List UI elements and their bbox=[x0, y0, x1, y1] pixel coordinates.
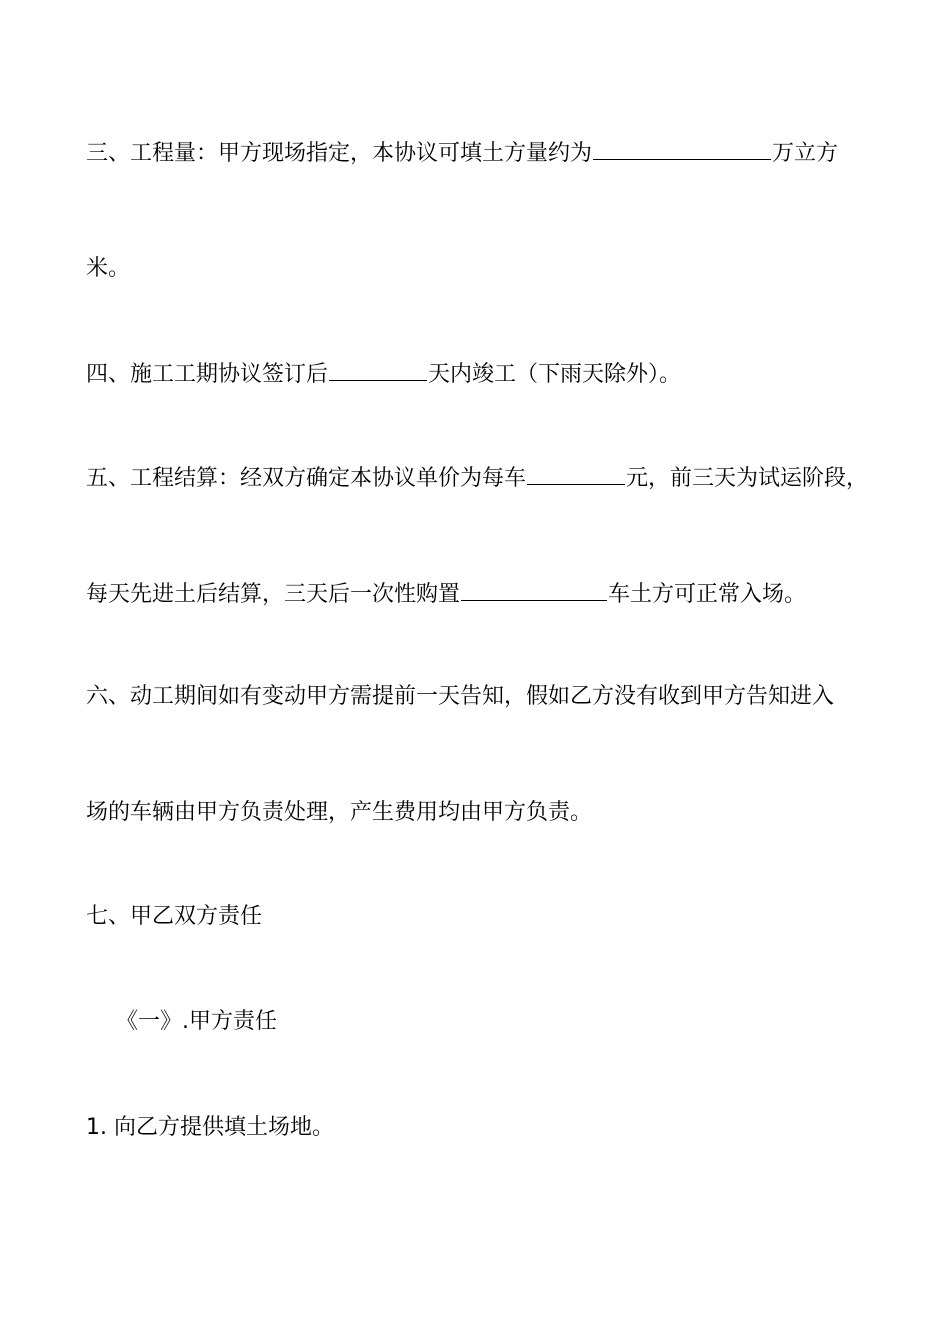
section-6-text-2: 场的车辆由甲方负责处理，产生费用均由甲方负责。 bbox=[86, 800, 593, 825]
section-5-line-1 bbox=[86, 462, 868, 494]
section-5-text: 五、工程结算：经双方确定本协议单价为每车 bbox=[86, 466, 527, 491]
party-a-responsibility-heading: 《一》.甲方责任 bbox=[116, 1009, 277, 1034]
section-3-line-1 bbox=[86, 137, 838, 169]
fill-blank-unit-price bbox=[527, 462, 625, 485]
section-7-heading-text: 七、甲乙双方责任 bbox=[86, 904, 263, 929]
section-7-item-1 bbox=[86, 1113, 334, 1143]
section-6-line-1 bbox=[86, 682, 834, 712]
section-3-continuation: 米。 bbox=[86, 256, 131, 281]
section-5-line-2 bbox=[86, 578, 806, 610]
section-6-line-2 bbox=[86, 798, 592, 828]
section-4-line bbox=[86, 358, 681, 390]
party-a-item-1: 1. 向乙方提供填土场地。 bbox=[86, 1115, 334, 1140]
section-5-tail: 元，前三天为试运阶段， bbox=[626, 466, 869, 491]
section-7-heading bbox=[86, 902, 262, 932]
section-3-line-2 bbox=[86, 254, 130, 284]
fill-blank-days bbox=[329, 358, 427, 381]
section-4-tail: 天内竣工（下雨天除外）。 bbox=[428, 362, 682, 387]
fill-blank-earth-volume bbox=[593, 137, 771, 160]
section-6-text-1: 六、动工期间如有变动甲方需提前一天告知，假如乙方没有收到甲方告知进入 bbox=[86, 684, 835, 709]
section-5-line2-text: 每天先进土后结算，三天后一次性购置 bbox=[86, 582, 461, 607]
section-7-subheading bbox=[116, 1007, 277, 1037]
fill-blank-truck-count bbox=[461, 578, 607, 601]
section-3-text: 三、工程量：甲方现场指定，本协议可填土方量约为 bbox=[86, 141, 593, 166]
section-3-unit: 万立方 bbox=[772, 141, 839, 166]
section-4-text: 四、施工工期协议签订后 bbox=[86, 362, 329, 387]
section-5-line2-tail: 车土方可正常入场。 bbox=[608, 582, 807, 607]
